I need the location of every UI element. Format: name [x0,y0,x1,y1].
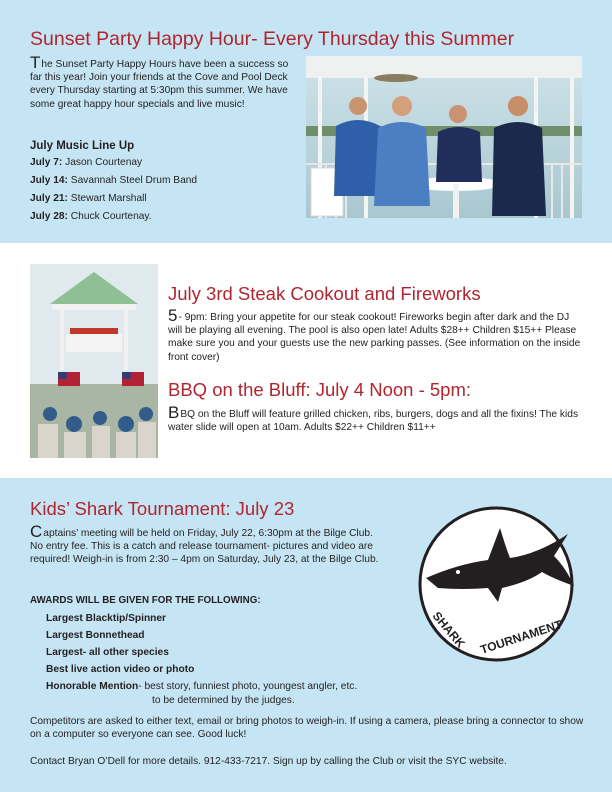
awards-heading: AWARDS WILL BE GIVEN FOR THE FOLLOWING: [30,595,261,606]
honorable-text-cont: to be determined by the judges. [152,695,295,706]
fireworks-photo [30,264,158,458]
lineup-date: July 7: [30,157,63,168]
award-item: Largest- all other species [46,647,169,658]
shark-tournament-text: aptains’ meeting will be held on Friday, July 22, 6:30pm at the Bilge Club. No entry fee. This is a catch and release tournament- pictures and video are required! Weigh-in is from 2:30 – 4pm on Saturday, July 23, at the Bilge Club. [30,528,379,566]
drop-cap: T [30,53,41,72]
drop-cap: B [168,403,180,422]
happy-hour-title: Sunset Party Happy Hour- Every Thursday this Summer [30,28,515,50]
shark-tournament-title: Kids’ Shark Tournament: July 23 [30,498,295,519]
lineup-date: July 21: [30,193,68,204]
logo-word-tournament: TOURNAMENT [478,617,564,657]
steak-cookout-body [168,306,582,364]
steak-cookout-title: July 3rd Steak Cookout and Fireworks [168,283,481,304]
shark-tournament-body [30,522,380,567]
section-happy-hour [0,0,612,243]
lineup-act: Stewart Marshall [70,193,147,204]
lineup-act: Chuck Courtenay. [70,211,152,222]
section-fourth-of-july [0,243,612,478]
steak-cookout-text: - 9pm: Bring your appetite for our steak cookout! Fireworks begin after dark and the DJ will be playing all evening. The pool is also open late! Adults $28++ Children $15++ Please make sure you and your guests use the new parking passes. (See information on the inside front cover) [168,312,581,363]
happy-hour-photo [306,56,582,218]
bbq-title: BBQ on the Bluff: July 4 Noon - 5pm: [168,379,472,400]
shark-tournament-logo [418,504,578,664]
section-shark-tournament [0,478,612,792]
lineup-item [30,211,152,222]
lineup-act: Savannah Steel Drum Band [70,175,198,186]
lineup-item [30,193,147,204]
intro-text: he Sunset Party Happy Hours have been a success so far this year! Join your friends at the Cove and Pool Deck every Thursday starting at 5:30pm this summer. We have some great happy hour specials and live music! [30,59,289,110]
logo-word-shark: SHARK [429,608,468,651]
drop-cap: C [30,522,43,541]
award-item: Best live action video or photo [46,664,195,675]
lineup-act: Jason Courtenay [65,157,143,168]
honorable-label: Honorable Mention [46,681,139,692]
competitors-note: Competitors are asked to either text, email or bring photos to weigh-in. If using a camera, please bring a connector to show on a computer so everyone can see. Good luck! [30,716,584,741]
lineup-item [30,157,142,168]
drop-cap: 5 [168,306,178,325]
award-item: Largest Bonnethead [46,630,145,641]
lineup-item [30,175,197,186]
happy-hour-intro [30,53,300,111]
lineup-date: July 28: [30,211,68,222]
lineup-title: July Music Line Up [30,140,135,152]
honorable-mention [46,681,357,692]
award-item: Largest Blacktip/Spinner [46,613,167,624]
bbq-body [168,403,582,434]
bbq-text: BQ on the Bluff will feature grilled chicken, ribs, burgers, dogs and all the fixins! The kids water slide will open at 10am. Adults $22++ Children $11++ [168,409,579,434]
contact-info: Contact Bryan O’Dell for more details. 912-433-7217. Sign up by calling the Club or visit the SYC website. [30,756,507,767]
lineup-date: July 14: [30,175,68,186]
honorable-text: - best story, funniest photo, youngest angler, etc. [138,681,358,692]
